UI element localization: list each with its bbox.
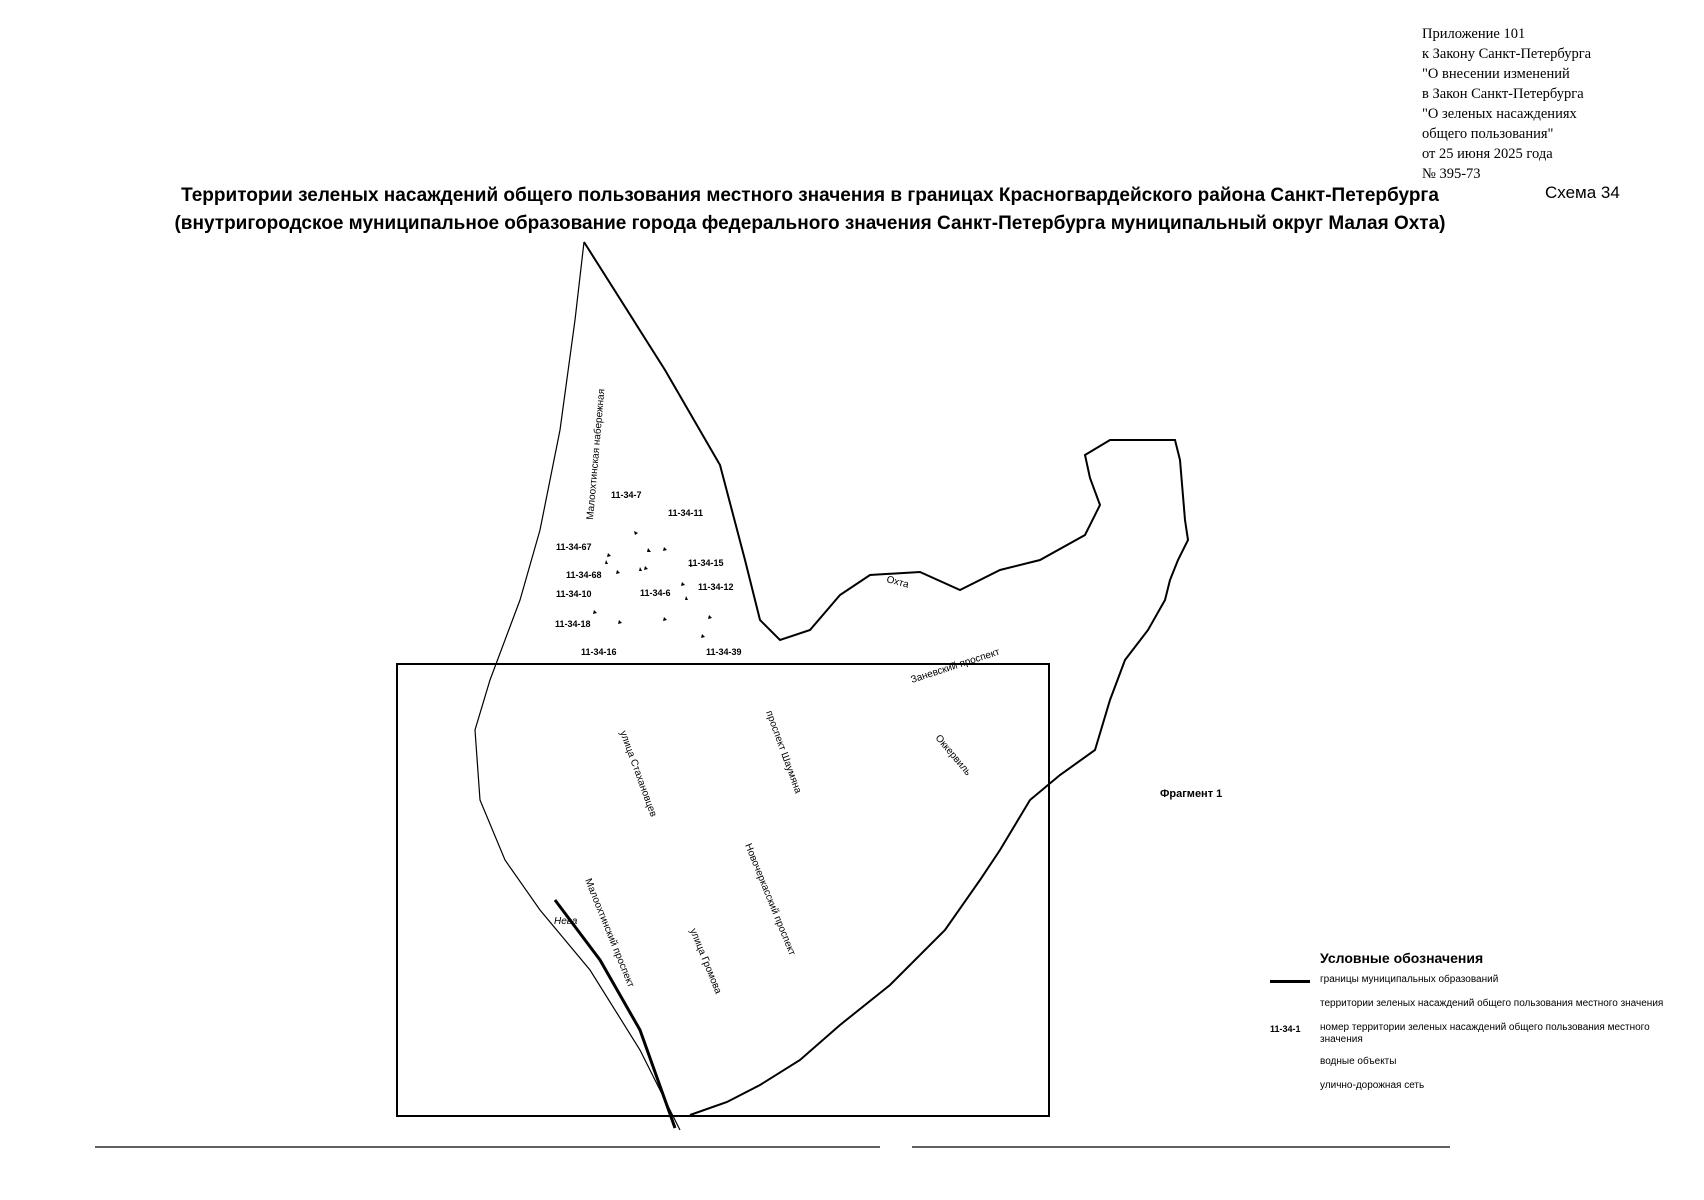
plot-label: 11-34-18 [555,619,591,629]
malookhtinsky-prospect-label: Малоохтинский проспект [582,877,637,990]
fragment-1-label: Фрагмент 1 [1160,788,1223,800]
green-area-marker [607,553,611,557]
plot-label: 11-34-6 [640,588,671,598]
green-area-marker [639,567,642,571]
legend-item-text: территории зеленых насаждений общего пользования местного значения [1320,998,1664,1009]
novocherkassky-prospect-label: Новочеркасский проспект [742,842,798,958]
appendix-line: общего пользования" [1422,126,1554,142]
embankment-label: Малоохтинская набережная [585,388,608,521]
appendix-line: от 25 июня 2025 года [1422,146,1553,162]
green-area-marker [618,620,622,624]
legend-item-boundary [1270,974,1670,988]
legend-item-number [1270,1022,1670,1046]
appendix-line: "О внесении изменений [1422,66,1570,82]
legend-item-water [1270,1056,1670,1070]
appendix-line: "О зеленых насаждениях [1422,106,1577,122]
fragment-1-frame [397,664,1049,1116]
plot-label: 11-34-68 [566,570,602,580]
district-boundary [584,242,1188,1115]
legend-item-text: водные объекты [1320,1056,1397,1067]
okhta-river-label: Охта [885,574,910,591]
legend-item-text: номер территории зеленых насаждений общего пользования местного значения [1320,1022,1650,1045]
legend-item-green-areas [1270,998,1670,1012]
appendix-line: Приложение 101 [1422,26,1526,42]
green-area-marker [701,634,705,638]
gromova-street-label: улица Громова [687,927,724,996]
appendix-line: в Закон Санкт-Петербурга [1422,86,1584,102]
green-area-marker [634,531,638,535]
boundary-line-symbol [1270,974,1320,988]
legend [1270,950,1670,1104]
shaumyana-prospect-label: проспект Шаумяна [763,709,804,796]
appendix-line: № 395-73 [1422,166,1481,182]
green-area-marker [663,547,667,551]
map-title-line-1: Территории зеленых насаждений общего пользования местного значения в границах Красногвардейского района Санкт-Петербурга [181,185,1439,206]
green-area-marker [685,596,688,600]
plot-label: 11-34-67 [556,542,592,552]
green-area-marker [708,615,712,619]
scheme-number: Схема 34 [1545,183,1620,202]
plot-label: 11-34-10 [556,589,592,599]
map-title-line-2: (внутригородское муниципальное образование города федерального значения Санкт-Петербурга муниципальный округ Малая Охта) [174,213,1446,234]
legend-item-text: улично-дорожная сеть [1320,1080,1425,1091]
okkervil-river-label: Оккервиль [932,732,974,779]
road-symbol [1270,1080,1320,1094]
green-area-markers [593,531,712,638]
green-area-symbol [1270,998,1320,1012]
green-area-marker [616,570,620,574]
green-area-marker [663,617,667,621]
green-area-marker [681,582,685,586]
green-area-marker [647,548,651,552]
neva-shoreline [475,242,680,1130]
green-area-marker [644,566,648,570]
plot-label: 11-34-12 [698,582,734,592]
legend-item-roads [1270,1080,1670,1094]
plot-label: 11-34-7 [611,490,642,500]
water-symbol [1270,1056,1320,1070]
neva-river-label: Нева [554,916,578,927]
appendix-line: к Закону Санкт-Петербурга [1422,46,1592,62]
legend-item-text: границы муниципальных образований [1320,974,1499,985]
zanevsky-prospect-label: Заневский проспект [909,646,1002,686]
number-symbol [1270,1022,1320,1036]
legend-code: 11-34-1 [1270,1024,1301,1034]
green-area-marker [605,560,608,564]
plot-label: 11-34-39 [706,647,742,657]
stakhanovtsev-street-label: улица Стахановцев [617,729,659,819]
legend-title: Условные обозначения [1320,950,1484,966]
plot-label: 11-34-15 [688,558,724,568]
plot-label: 11-34-11 [668,508,704,518]
plot-label: 11-34-16 [581,647,617,657]
green-area-marker [593,610,597,614]
